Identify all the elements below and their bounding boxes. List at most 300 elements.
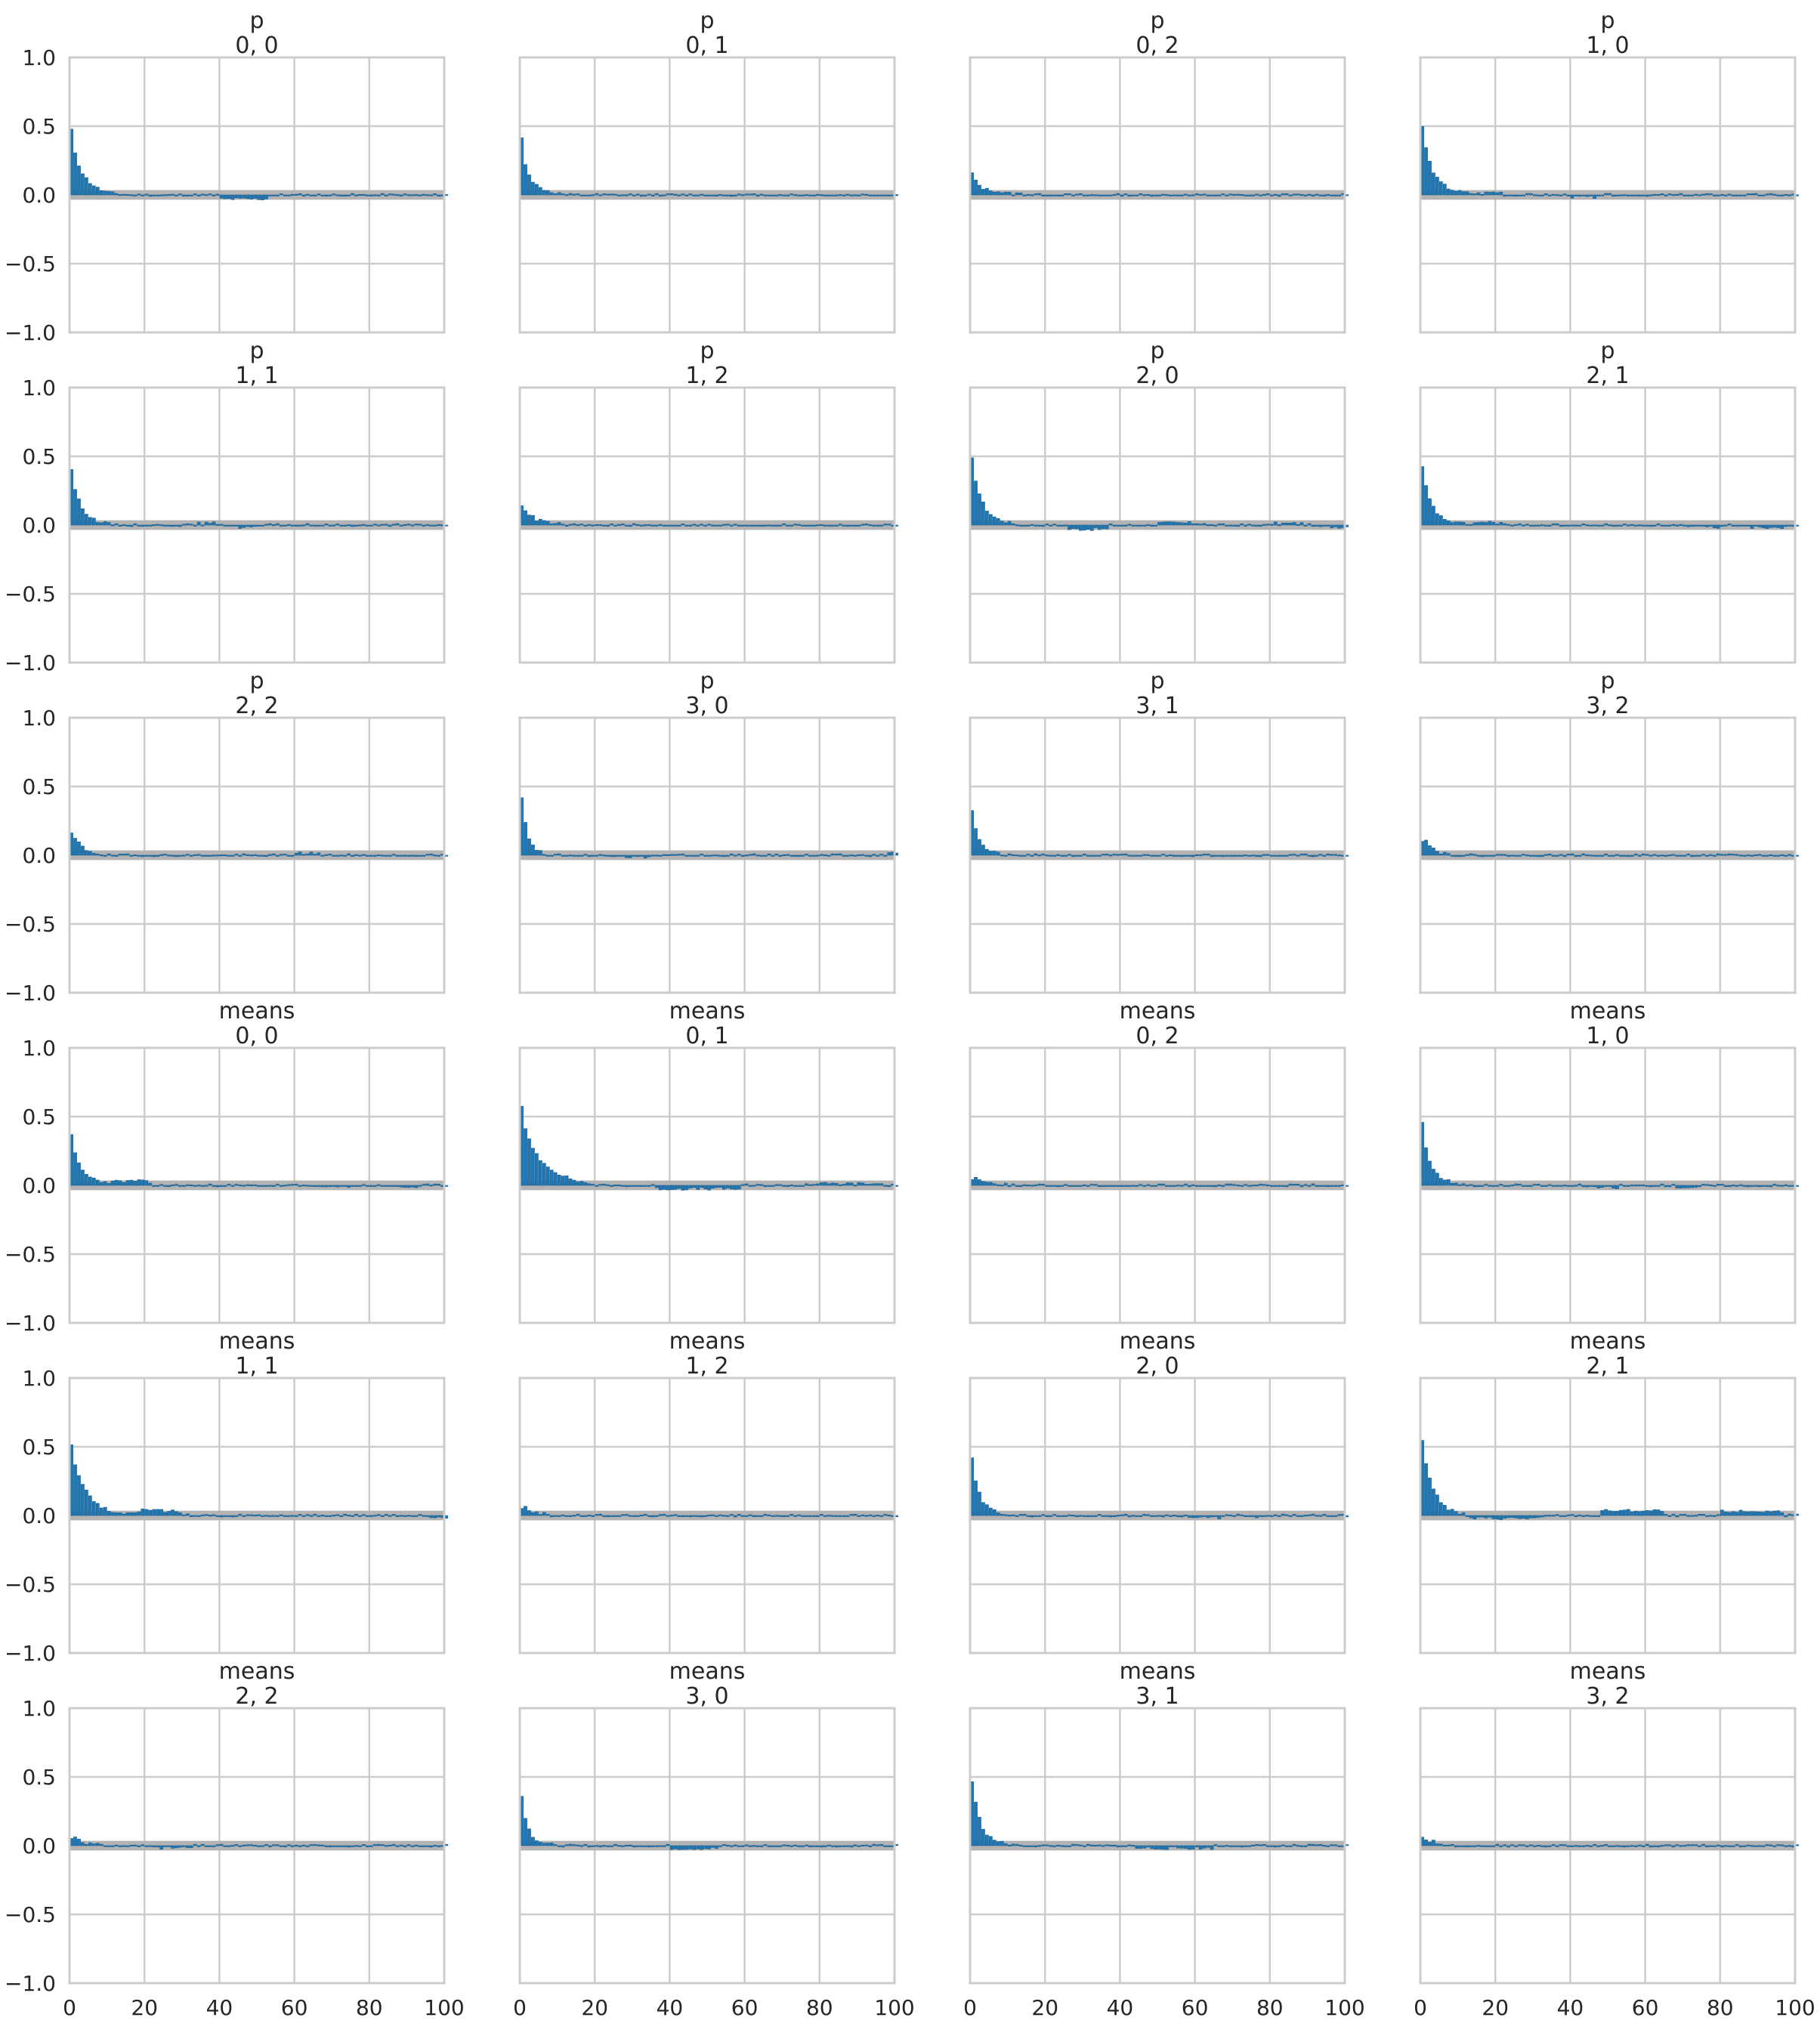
acf-bar [857,1516,861,1517]
acf-bar [258,1515,261,1516]
acf-bar [1601,1845,1604,1846]
acf-bar [1117,1846,1120,1847]
acf-bar [771,1185,774,1187]
acf-bar [1754,854,1757,856]
acf-bar [1773,1184,1776,1185]
acf-bar [783,524,786,525]
acf-bar [321,1185,324,1187]
acf-bar [381,1516,384,1517]
acf-bar [1169,1846,1172,1847]
acf-bar [85,1490,88,1516]
acf-bar [1698,1185,1701,1187]
acf-bar [1488,521,1491,525]
acf-bar [1049,195,1052,196]
acf-bar [314,1185,317,1187]
acf-bar [576,524,579,526]
acf-bar [212,1185,215,1187]
acf-bar [1507,1516,1510,1518]
acf-bar [336,1515,339,1516]
acf-bar [1766,194,1769,196]
acf-bar [1105,195,1108,196]
acf-bar [993,1840,996,1846]
acf-bar [718,1185,722,1188]
acf-bar [981,845,984,855]
acf-bar [160,195,163,196]
acf-bar [1136,1185,1139,1187]
acf-bar [1481,194,1484,196]
acf-bar [1713,195,1716,196]
acf-bar [336,1846,339,1847]
subplot-title-variable: means [1119,1658,1196,1685]
acf-bar [737,1514,740,1516]
acf-bar [632,524,635,525]
acf-bar [1533,1184,1536,1185]
acf-bar [1518,1845,1521,1846]
acf-bar [1645,525,1649,527]
acf-bar [1229,1846,1232,1847]
acf-bar [974,1177,977,1185]
acf-bar [1289,523,1292,525]
x-tick-label: 0 [513,1995,527,2020]
acf-bar [794,1185,797,1187]
acf-bar [1132,195,1135,196]
acf-bar [1679,1515,1682,1516]
acf-bar [283,195,286,196]
acf-bar [730,1846,733,1847]
acf-bar [663,525,666,527]
acf-bar [1225,525,1228,527]
acf-bar [392,1514,395,1516]
acf-bar [1503,1516,1506,1519]
acf-bar [1244,1516,1247,1517]
acf-bar [348,854,351,855]
acf-bar [287,855,290,857]
acf-bar [1661,1845,1664,1846]
acf-bar [1083,195,1086,196]
acf-bar [1593,525,1596,527]
acf-bar [768,195,771,196]
acf-bar [362,1185,365,1186]
acf-bar [873,1516,876,1517]
acf-bar [550,855,553,857]
acf-bar [524,165,527,195]
acf-bar [1525,524,1528,526]
acf-bar [325,1185,328,1187]
acf-bar [167,525,170,527]
acf-bar [280,1515,283,1516]
acf-bar [1296,1516,1299,1517]
acf-bar [1338,525,1341,528]
acf-bar [1773,194,1776,196]
subplot-title-index: 1, 1 [235,1353,279,1380]
acf-bar [1214,1185,1217,1187]
acf-bar [1000,1185,1003,1186]
acf-bar [1266,1846,1269,1847]
acf-bar [865,1184,868,1185]
acf-bar [1597,1185,1600,1188]
acf-bar [107,854,110,855]
acf-bar [310,525,313,527]
acf-bar [1608,193,1611,195]
acf-bar [186,1514,189,1516]
acf-bar [569,1516,572,1517]
acf-bar [1619,855,1622,857]
acf-bar [1327,194,1330,196]
acf-bar [325,1846,328,1847]
acf-bar [227,855,230,857]
acf-bar [1608,1511,1611,1516]
x-tick-label: 80 [1706,1995,1734,2020]
acf-bar [542,854,545,856]
acf-bar [546,190,549,195]
acf-bar [730,1185,733,1189]
subplot-19 [970,1328,1349,1653]
acf-bar [193,1844,196,1846]
acf-bar [1120,1846,1123,1847]
acf-bar [1702,194,1705,196]
acf-bar [697,525,700,527]
acf-bar [1533,525,1536,527]
acf-bar [85,1844,88,1846]
acf-bar [1147,854,1150,856]
acf-bar [415,1845,418,1846]
acf-bar [1281,193,1284,195]
subplot-title-index: 3, 1 [1136,1683,1179,1710]
acf-bar [1525,193,1528,195]
acf-bar [1477,1185,1480,1187]
acf-bar [997,1512,1000,1516]
acf-bar [141,1180,144,1185]
acf-bar [216,1516,219,1517]
acf-bar [1241,194,1244,196]
acf-bar [1773,525,1776,527]
acf-bar [711,1185,714,1188]
acf-bar [306,1846,309,1847]
confidence-band [1420,1841,1795,1851]
acf-bar [392,1185,395,1187]
acf-bar [1068,854,1071,856]
acf-bar [1683,1185,1686,1188]
acf-bar [1739,1185,1742,1186]
acf-bar [1161,1184,1164,1185]
acf-bar [1578,1515,1581,1516]
acf-bar [96,187,99,195]
acf-bar [629,1845,632,1846]
acf-bar [111,192,114,195]
acf-bar [1515,524,1518,526]
acf-bar [1229,1184,1232,1185]
acf-bar [1720,194,1723,196]
acf-bar [775,854,778,855]
acf-bar [1556,855,1559,857]
acf-bar [1548,1515,1551,1516]
acf-bar [1034,1846,1037,1847]
acf-bar [1691,1845,1694,1846]
acf-bar [1503,1845,1506,1846]
acf-bar [539,1842,542,1846]
acf-bar [554,1516,557,1517]
acf-bar [670,1515,673,1516]
acf-bar [861,1183,864,1185]
acf-bar [1139,1516,1142,1517]
acf-bar [1439,854,1442,855]
acf-bar [1255,1516,1258,1518]
acf-bar [1274,1846,1277,1847]
acf-bar [1237,1846,1240,1847]
acf-bar [876,1845,879,1846]
acf-bar [1057,1845,1060,1846]
acf-bar [354,854,357,856]
acf-bar [1642,195,1645,196]
acf-bar [1120,525,1123,527]
acf-bar [1199,854,1202,856]
y-tick-label: −0.5 [5,582,56,607]
acf-bar [842,1846,845,1847]
acf-bar [1071,1515,1074,1516]
acf-bar [1638,525,1641,527]
acf-bar [603,1845,606,1846]
confidence-band [970,1511,1345,1521]
acf-bar [92,853,95,855]
acf-bar [1582,195,1585,196]
acf-bar [617,524,620,526]
subplot-title-variable: p [1150,338,1165,364]
acf-bar [1046,1845,1049,1846]
acf-bar [614,525,617,527]
acf-bar [287,1516,290,1517]
acf-bar [325,524,328,525]
acf-bar [1743,195,1746,196]
acf-bar [1244,854,1247,856]
y-tick-label: 1.0 [22,45,56,70]
acf-bar [276,524,279,525]
acf-bar [869,1515,872,1516]
acf-bar [565,855,568,857]
acf-bar [663,1514,666,1516]
acf-bar [621,195,624,196]
acf-bar [1278,1846,1281,1847]
acf-bar [186,854,189,856]
acf-bar [434,855,437,857]
acf-bar [625,525,628,527]
acf-bar [227,1184,230,1185]
acf-bar [1567,525,1570,527]
acf-bar [1500,522,1503,525]
acf-bar [1064,1185,1068,1186]
acf-bar [1049,1846,1052,1847]
acf-bar [1481,522,1484,525]
acf-bar [790,1514,793,1516]
acf-bar [1083,1185,1086,1186]
acf-bar [422,525,425,527]
acf-bar [1544,1185,1547,1187]
acf-bar [857,195,861,196]
acf-bar [1158,855,1161,857]
acf-bar [1046,855,1049,857]
acf-bar [1071,195,1074,196]
acf-bar [1113,1185,1116,1187]
acf-bar [149,855,152,857]
acf-bar [1071,525,1074,529]
subplot-title-variable: means [669,998,746,1024]
acf-bar [1788,1846,1791,1847]
subplot-title-variable: p [700,338,715,364]
acf-bar [1582,524,1585,525]
acf-bar [816,1516,819,1517]
acf-bar [989,191,992,195]
acf-bar [1102,1516,1105,1517]
acf-bar [1451,190,1454,195]
acf-bar [524,1818,527,1846]
acf-bar [1259,1184,1262,1185]
acf-bar [1492,192,1495,195]
acf-bar [823,195,827,196]
acf-bar [573,855,576,857]
confidence-band [520,190,895,200]
acf-bar [1165,1846,1168,1849]
acf-bar [306,524,309,525]
acf-bar [610,1846,613,1847]
acf-bar [1462,192,1465,195]
acf-bar [1687,1185,1690,1188]
acf-bar [580,1846,583,1847]
acf-bar [1120,854,1123,855]
acf-bar [1582,854,1585,855]
acf-bar [1559,525,1562,527]
acf-bar [88,518,91,525]
acf-bar [704,855,707,857]
acf-bar [287,1185,290,1186]
acf-bar [1330,1845,1333,1846]
acf-bar [779,1185,782,1186]
acf-bar [358,194,361,196]
subplot-title-index: 0, 2 [1136,1023,1179,1049]
acf-bar [1563,1516,1566,1517]
acf-bar [655,1846,658,1847]
acf-bar [625,855,628,857]
acf-bar [1507,855,1510,857]
acf-bar [737,854,740,856]
acf-bar [1090,1516,1093,1517]
acf-bar [1668,525,1671,527]
acf-bar [1191,195,1194,196]
acf-bar [1124,854,1127,855]
acf-bar [1334,1185,1337,1187]
acf-bar [974,1802,977,1846]
acf-bar [1031,1185,1034,1187]
acf-bar [1743,1846,1746,1847]
acf-bar [1000,1514,1003,1516]
acf-bar [827,525,830,527]
acf-bar [1019,1185,1022,1187]
acf-bar [831,854,834,855]
acf-bar [1199,1185,1202,1187]
acf-bar [1312,1514,1315,1516]
acf-bar [171,1185,174,1186]
acf-bar [573,194,576,196]
acf-bar [73,1837,76,1846]
acf-bar [344,195,347,196]
acf-bar [403,194,406,196]
acf-bar [1582,1516,1585,1517]
acf-bar [1068,525,1071,530]
acf-bar [1023,195,1026,196]
acf-bar [1601,525,1604,527]
acf-bar [1590,1185,1593,1187]
acf-bar [854,855,857,857]
acf-bar [734,195,737,196]
acf-bar [1027,854,1030,855]
acf-bar [595,524,598,526]
x-tick-label: 0 [63,1995,76,2020]
acf-bar [592,1516,595,1517]
acf-bar [160,524,163,526]
acf-bar [422,1516,425,1517]
acf-bar [1255,1185,1258,1186]
acf-bar [1207,854,1210,855]
acf-bar [1627,525,1630,527]
acf-bar [1071,855,1074,857]
acf-bar [419,195,422,196]
acf-bar [865,194,868,196]
acf-bar [235,195,238,198]
acf-bar [1435,514,1438,525]
acf-bar [1747,525,1750,527]
acf-bar [358,855,361,857]
acf-bar [644,1846,647,1847]
acf-bar [1695,1845,1698,1846]
acf-bar [325,854,328,856]
acf-bar [1094,525,1097,527]
acf-bar [1563,1845,1566,1846]
acf-bar [1012,524,1015,525]
acf-bar [1113,1845,1116,1846]
acf-bar [820,854,823,856]
acf-bar [1743,855,1746,857]
acf-bar [227,1846,230,1847]
acf-bar [298,1185,301,1187]
subplot-title-index: 2, 1 [1586,1353,1630,1380]
acf-bar [145,1846,148,1847]
acf-bar [1716,854,1720,855]
acf-bar [216,855,219,857]
acf-bar [884,195,887,196]
acf-bar [1128,195,1131,196]
acf-bar [1225,1184,1228,1185]
acf-bar [100,1508,103,1516]
acf-bar [584,525,587,527]
acf-bar [531,182,534,195]
acf-bar [276,195,279,196]
acf-bar [599,854,602,856]
subplot-title-index: 1, 0 [1586,1023,1630,1049]
acf-bar [153,1185,156,1187]
acf-bar [392,854,395,856]
acf-bar [584,854,587,856]
acf-bar [726,524,729,526]
acf-bar [1537,855,1540,857]
acf-bar [1515,1516,1518,1518]
acf-bar [1507,1185,1510,1187]
acf-bar [119,1512,122,1516]
acf-bar [1788,1514,1791,1516]
acf-bar [1525,854,1528,856]
acf-bar [734,524,737,526]
acf-bar [1676,194,1679,196]
acf-bar [1128,855,1131,857]
acf-bar [1653,1185,1656,1187]
acf-bar [411,1846,414,1847]
